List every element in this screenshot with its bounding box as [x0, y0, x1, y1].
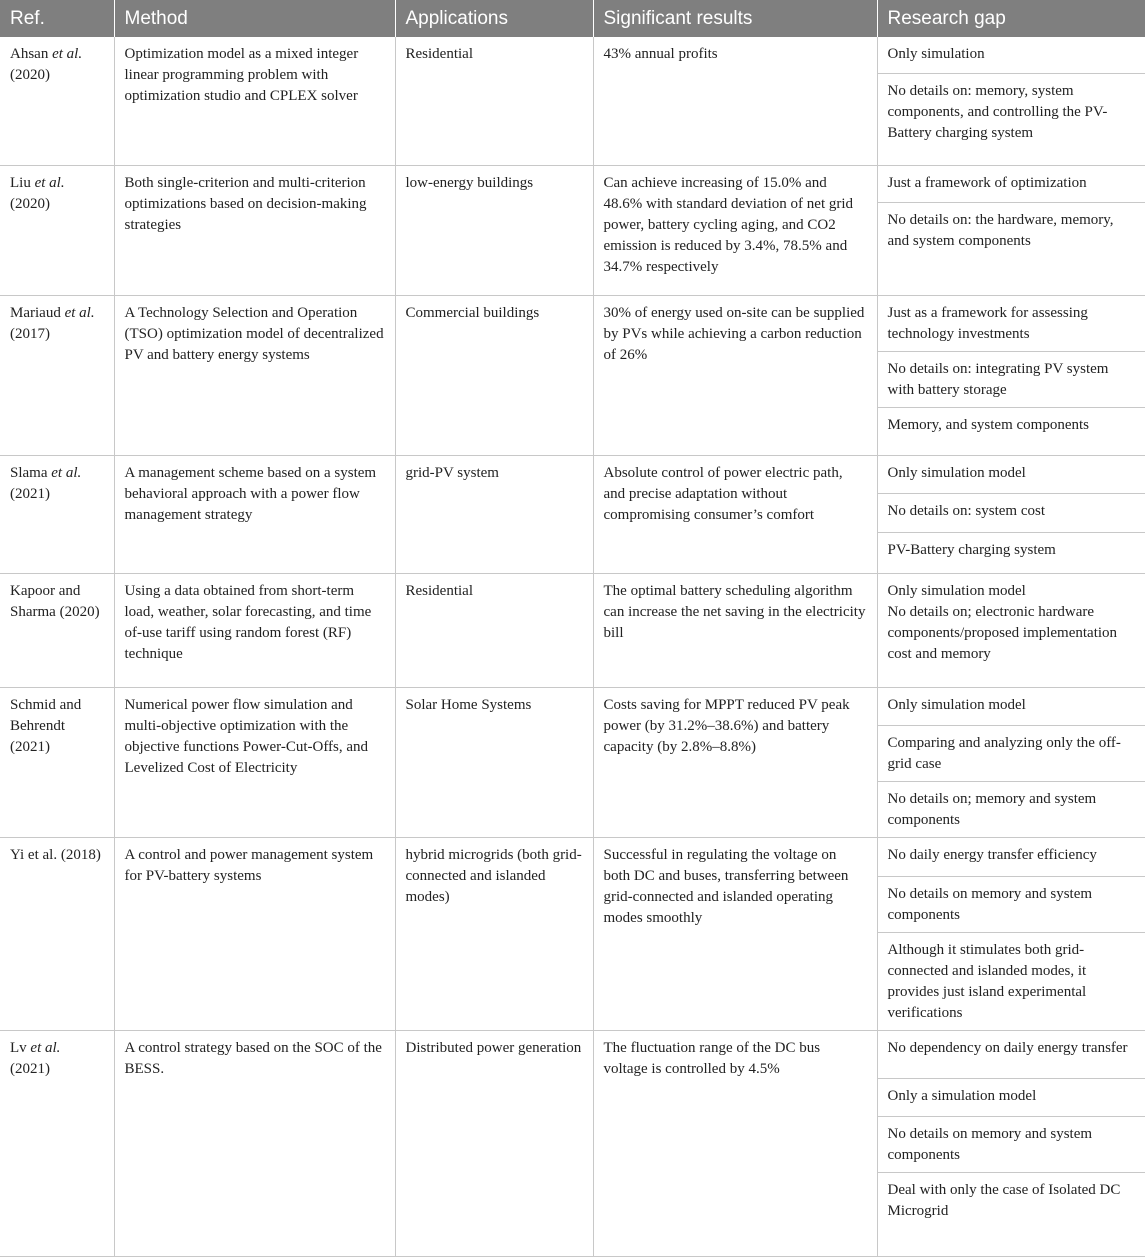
cell-research-gap: [877, 296, 1145, 456]
table-row: [0, 296, 1145, 456]
cell-research-gap: [877, 838, 1145, 1031]
cell-method: Numerical power flow simulation and multi-objective optimization with the objective functions Power-Cut-Offs, and Levelized Cost of Electricity: [114, 688, 395, 838]
header-applications: Applications: [395, 0, 593, 37]
ref-year: (2020): [10, 196, 50, 212]
table-row: [0, 574, 1145, 688]
research-gap-item: No details on; memory and system components: [878, 782, 1145, 837]
header-method: Method: [114, 0, 395, 37]
research-gap-item: PV-Battery charging system: [878, 533, 1145, 573]
ref-et-al: et al.: [30, 1040, 60, 1056]
research-gap-item: Comparing and analyzing only the off-grid case: [878, 726, 1145, 782]
ref-et-al: et al.: [52, 46, 82, 62]
ref-author: Slama: [10, 465, 51, 481]
cell-results: Successful in regulating the voltage on both DC and buses, transferring between grid-connected and islanded operating modes smoothly: [593, 838, 877, 1031]
header-results: Significant results: [593, 0, 877, 37]
cell-method: Using a data obtained from short-term load, weather, solar forecasting, and time of-use tariff using random forest (RF) technique: [114, 574, 395, 688]
research-gap-item: Just a framework of optimization: [878, 166, 1145, 203]
research-gap-item: No details on memory and system components: [878, 877, 1145, 933]
cell-ref: [0, 688, 114, 838]
ref-year: (2020): [10, 67, 50, 83]
research-gap-item: Only simulation model No details on; electronic hardware components/proposed implementation cost and memory: [878, 574, 1145, 687]
ref-author: Lv: [10, 1040, 30, 1056]
table-row: [0, 456, 1145, 574]
research-gap-item: Only simulation: [878, 37, 1145, 74]
cell-applications: grid-PV system: [395, 456, 593, 574]
cell-method: Optimization model as a mixed integer linear programming problem with optimization studio and CPLEX solver: [114, 37, 395, 166]
research-gap-item: Just as a framework for assessing technology investments: [878, 296, 1145, 352]
research-gap-item: No daily energy transfer efficiency: [878, 838, 1145, 877]
cell-ref: [0, 296, 114, 456]
ref-year: (2017): [10, 326, 50, 342]
research-gap-item: Memory, and system components: [878, 408, 1145, 455]
cell-ref: [0, 456, 114, 574]
cell-applications: low-energy buildings: [395, 166, 593, 296]
ref-year: (2021): [10, 1061, 50, 1077]
cell-applications: Residential: [395, 574, 593, 688]
cell-applications: hybrid microgrids (both grid-connected and islanded modes): [395, 838, 593, 1031]
cell-results: Costs saving for MPPT reduced PV peak power (by 31.2%–38.6%) and battery capacity (by 2.8%–8.8%): [593, 688, 877, 838]
cell-method: A control and power management system for PV-battery systems: [114, 838, 395, 1031]
ref-author: Kapoor and Sharma (2020): [10, 583, 100, 620]
cell-applications: Residential: [395, 37, 593, 166]
table-body: [0, 37, 1145, 1257]
research-gap-item: No details on: the hardware, memory, and system components: [878, 203, 1145, 295]
header-ref: Ref.: [0, 0, 114, 37]
cell-results: Can achieve increasing of 15.0% and 48.6% with standard deviation of net grid power, battery cycling aging, and CO2 emission is reduced by 3.4%, 78.5% and 34.7% respectively: [593, 166, 877, 296]
cell-ref: [0, 574, 114, 688]
ref-author: Ahsan: [10, 46, 52, 62]
cell-research-gap: [877, 166, 1145, 296]
cell-results: 43% annual profits: [593, 37, 877, 166]
cell-research-gap: [877, 37, 1145, 166]
ref-author: Yi et al. (2018): [10, 847, 101, 863]
cell-results: The optimal battery scheduling algorithm can increase the net saving in the electricity bill: [593, 574, 877, 688]
ref-et-al: et al.: [65, 305, 95, 321]
research-gap-item: Only simulation model: [878, 688, 1145, 726]
ref-author: Mariaud: [10, 305, 65, 321]
cell-results: Absolute control of power electric path, and precise adaptation without compromising consumer’s comfort: [593, 456, 877, 574]
research-gap-item: No details on: memory, system components, and controlling the PV-Battery charging system: [878, 74, 1145, 165]
table-row: [0, 166, 1145, 296]
cell-research-gap: [877, 456, 1145, 574]
research-gap-item: Deal with only the case of Isolated DC Microgrid: [878, 1173, 1145, 1256]
research-gap-item: No details on: integrating PV system with battery storage: [878, 352, 1145, 408]
ref-author: Liu: [10, 175, 35, 191]
table-row: [0, 838, 1145, 1031]
research-gap-item: No dependency on daily energy transfer: [878, 1031, 1145, 1079]
cell-applications: Solar Home Systems: [395, 688, 593, 838]
cell-ref: [0, 838, 114, 1031]
ref-year: (2021): [10, 486, 50, 502]
cell-ref: [0, 166, 114, 296]
table-row: [0, 688, 1145, 838]
cell-ref: [0, 1031, 114, 1257]
cell-results: 30% of energy used on-site can be supplied by PVs while achieving a carbon reduction of 26%: [593, 296, 877, 456]
cell-method: Both single-criterion and multi-criterion optimizations based on decision-making strategies: [114, 166, 395, 296]
research-gap-item: Only simulation model: [878, 456, 1145, 494]
ref-et-al: et al.: [51, 465, 81, 481]
cell-research-gap: [877, 688, 1145, 838]
header-gap: Research gap: [877, 0, 1145, 37]
cell-results: The fluctuation range of the DC bus voltage is controlled by 4.5%: [593, 1031, 877, 1257]
cell-ref: [0, 37, 114, 166]
cell-applications: Commercial buildings: [395, 296, 593, 456]
cell-method: A control strategy based on the SOC of the BESS.: [114, 1031, 395, 1257]
research-gap-item: No details on: system cost: [878, 494, 1145, 533]
table-header-row: [0, 0, 1145, 37]
cell-research-gap: [877, 574, 1145, 688]
research-gap-item: Although it stimulates both grid-connected and islanded modes, it provides just island experimental verifications: [878, 933, 1145, 1030]
ref-et-al: et al.: [35, 175, 65, 191]
research-gap-item: Only a simulation model: [878, 1079, 1145, 1117]
table-row: [0, 1031, 1145, 1257]
cell-method: A management scheme based on a system behavioral approach with a power flow management strategy: [114, 456, 395, 574]
cell-research-gap: [877, 1031, 1145, 1257]
cell-method: A Technology Selection and Operation (TSO) optimization model of decentralized PV and battery energy systems: [114, 296, 395, 456]
cell-applications: Distributed power generation: [395, 1031, 593, 1257]
research-gap-item: No details on memory and system components: [878, 1117, 1145, 1173]
table-row: [0, 37, 1145, 166]
ref-author: Schmid and Behrendt (2021): [10, 697, 81, 755]
